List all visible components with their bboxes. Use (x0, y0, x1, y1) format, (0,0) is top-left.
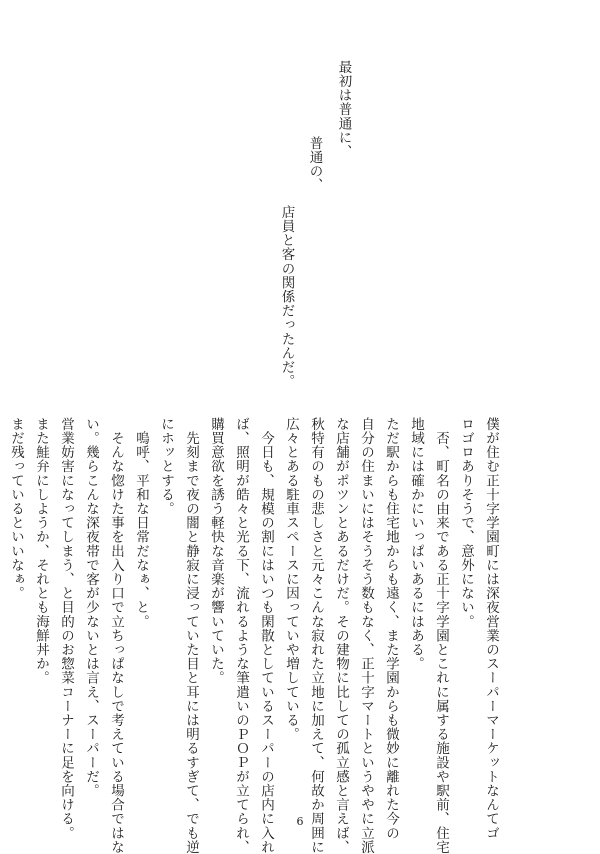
body-text (3, 417, 503, 854)
body-line-11: ば、照明が皓々と光る下、流れるような筆遣いのＰＯＰが立てられ、 (233, 417, 249, 854)
body-line-16: そんな惚けた事を出入り口で立ちっぱなしで考えている場合ではな (108, 417, 124, 854)
body-line-6: 自分の住まいにはそうそう数もなく、正十字マートというややに立派 (358, 417, 374, 854)
body-line-18: 営業妨害になってしまう、と目的のお惣菜コーナーに足を向ける。 (58, 417, 74, 840)
body-line-19: また鮭弁にしようか、それとも海鮮丼か。 (33, 417, 49, 685)
body-line-20: まだ残っているといいなぁ。 (8, 417, 24, 601)
body-line-3: 否、町名の由来である正十字学園とこれに属する施設や駅前、住宅 (433, 417, 449, 854)
body-line-7: な店舗がポツンとあるだけだ。その建物に比しての孤立感と言えば、 (333, 417, 349, 854)
body-line-13: 先刻まで夜の闇と静寂に浸っていた目と耳には明るすぎて、でも逆 (183, 417, 199, 854)
body-line-8: 秋特有のもの悲しさと元々こんな寂れた立地に加えて、何故か周囲に (308, 417, 324, 854)
body-line-15: 嗚呼、平和な日常だなぁ、と。 (133, 417, 149, 629)
body-line-4: 地域には確かにいっぱいあるにはある。 (408, 417, 424, 671)
epigraph-line-3: 店員と客の関係だったんだ。 (278, 205, 295, 389)
body-line-14: にホッとする。 (158, 417, 174, 516)
epigraph-line-1: 最初は普通に、 (335, 60, 352, 159)
body-line-9: 広々とある駐車スペースに因っていや増している。 (283, 417, 299, 742)
page-number: 6 (296, 815, 304, 828)
epigraph-line-2: 普通の、 (306, 136, 323, 193)
body-line-12: 購買意欲を誘う軽快な音楽が響いていた。 (208, 417, 224, 685)
body-line-2: ロゴロありそうで、意外にない。 (458, 417, 474, 629)
body-line-5: ただ駅からも住宅地からも遠く、また学園からも微妙に離れた今の (383, 417, 399, 840)
body-line-17: い。幾らこんな深夜帯で客が少ないとは言え、スーパーだ。 (83, 417, 99, 798)
body-line-10: 今日も、規模の割にはいつも閑散としているスーパーの店内に入れ (258, 417, 274, 854)
body-line-1: 僕が住む正十字学園町には深夜営業のスーパーマーケットなんてゴ (483, 417, 499, 840)
